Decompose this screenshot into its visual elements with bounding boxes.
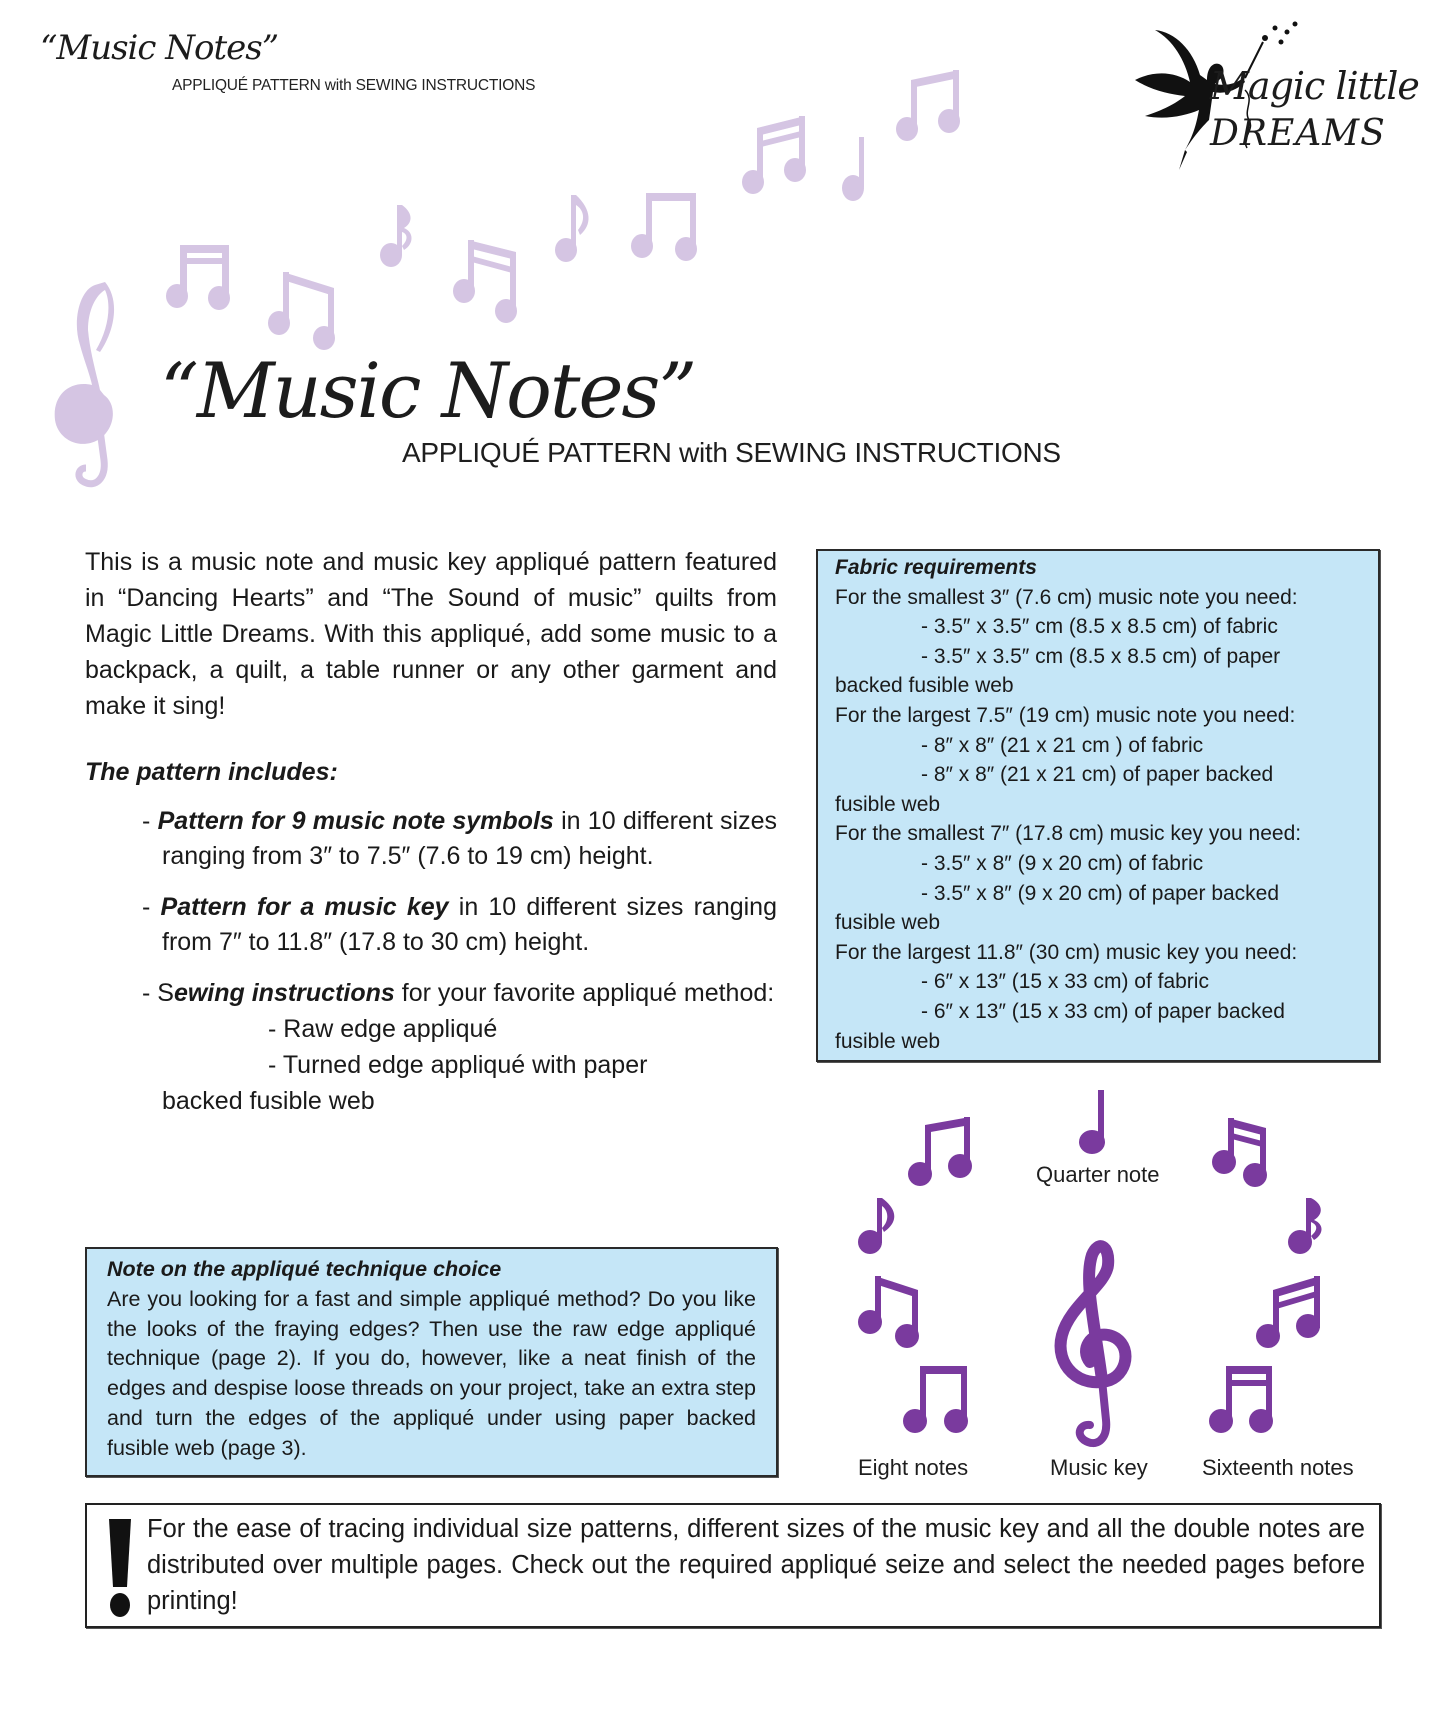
small-title: “Music Notes” [40,28,279,68]
fabric-line: - 6″ x 13″ (15 x 33 cm) of paper backed [921,999,1285,1023]
main-title: “Music Notes” [160,346,696,435]
sixteenth-notes-icon [166,245,230,310]
sixteenth-notes-icon [742,116,806,194]
eighth-notes-icon [631,193,697,261]
item-prefix: - [142,807,158,835]
label-eight-notes: Eight notes [858,1455,969,1480]
fabric-line: fusible web [835,911,941,935]
treble-clef-icon [55,282,114,484]
item-rest: for your favorite appliqué method: [394,979,775,1007]
small-subtitle: APPLIQUÉ PATTERN with SEWING INSTRUCTIONS [172,77,536,94]
warning-text: For the ease of tracing individual size patterns, different sizes of the music key and all the double notes are distributed over multiple pages. Check out the required appliqué seize and select the needed pages before printing! [147,1515,1365,1615]
label-quarter-note: Quarter note [1036,1162,1160,1187]
technique-note-box [85,1247,778,1477]
logo-text [1210,62,1445,158]
sixteenth-note-icon [380,205,412,267]
fabric-line: - 8″ x 8″ (21 x 21 cm ) of fabric [921,733,1204,757]
fabric-line: - 3.5″ x 3.5″ cm (8.5 x 8.5 cm) of fabric [921,615,1278,639]
sixteenth-notes-icon [1256,1276,1320,1348]
fabric-line: For the smallest 3″ (7.6 cm) music note you need: [835,585,1298,609]
intro-paragraph: This is a music note and music key appliqué pattern featured in “Dancing Hearts” and “The Sound of music” quilts from Magic Little Dreams. With this appliqué, add some music to a backpack, a quilt, a table runner or any other garment and make it sing! [85,548,777,720]
method-item: - Turned edge appliqué with paper [268,1051,648,1079]
fabric-line: backed fusible web [835,674,1014,698]
item-prefix: - [142,893,161,921]
fabric-line: - 3.5″ x 8″ (9 x 20 cm) of fabric [921,851,1204,875]
sixteenth-notes-icon [1212,1118,1267,1187]
logo-text-line2: DREAMS [1210,113,1386,154]
fabric-line: - 3.5″ x 3.5″ cm (8.5 x 8.5 cm) of paper [921,644,1281,668]
quarter-note-icon [1079,1090,1105,1154]
fabric-line: fusible web [835,1029,941,1053]
eighth-notes-icon [268,272,335,350]
eighth-notes-icon [858,1276,919,1348]
include-item [142,976,777,1011]
method-item: - Raw edge appliqué [268,1015,498,1043]
method-item-continued: backed fusible web [162,1087,375,1115]
sixteenth-notes-icon [1209,1366,1273,1433]
eighth-notes-icon [908,1117,972,1186]
note-body: Are you looking for a fast and simple appliqué method? Do you like the looks of the fraying edges? Then use the raw edge appliqué technique (page 2). If you do, however, like a neat finish of the edges and despise loose threads on your project, take an extra step and turn the edges of the appliqué under using paper backed fusible web (page 3). [107,1286,756,1460]
item-prefix: - S [142,979,174,1007]
item-bold: Pattern for 9 music note symbols [157,807,554,835]
fabric-line: For the largest 7.5″ (19 cm) music note you need: [835,703,1296,727]
exclamation-icon [107,1517,133,1619]
fabric-requirements-box [816,549,1380,1062]
item-bold: Pattern for a music key [160,893,449,921]
eighth-note-icon [555,195,589,262]
item-bold: ewing instructions [173,979,395,1007]
eighth-notes-icon [896,70,960,141]
printing-warning-box [85,1503,1381,1628]
fabric-line: - 8″ x 8″ (21 x 21 cm) of paper backed [921,763,1274,787]
sixteenth-notes-icon [453,240,517,323]
includes-heading: The pattern includes: [85,758,338,786]
fabric-line: - 6″ x 13″ (15 x 33 cm) of fabric [921,970,1209,994]
symbol-legend [840,1080,1380,1500]
quarter-note-icon [842,137,864,201]
fabric-lines [835,583,1368,1057]
note-heading: Note on the appliqué technique choice [107,1257,502,1281]
item-rest: in 10 different sizes ranging from 3″ to 7.5″ (7.6 to 19 cm) height. [162,807,777,870]
main-subtitle: APPLIQUÉ PATTERN with SEWING INSTRUCTIONS [402,437,1061,468]
eighth-notes-icon [903,1366,968,1433]
fabric-line: For the smallest 7″ (17.8 cm) music key you need: [835,822,1302,846]
sixteenth-note-icon [1288,1198,1322,1254]
eighth-note-icon [858,1198,894,1254]
label-music-key: Music key [1050,1455,1148,1480]
left-column [85,544,777,1119]
logo-text-line1: Magic little [1210,64,1419,108]
fabric-line: fusible web [835,792,941,816]
label-sixteenth-notes: Sixteenth notes [1202,1455,1354,1480]
fabric-line: - 3.5″ x 8″ (9 x 20 cm) of paper backed [921,881,1280,905]
include-item [142,804,777,874]
fabric-heading: Fabric requirements [835,556,1037,579]
music-key-icon [1061,1246,1126,1443]
fabric-line: For the largest 11.8″ (30 cm) music key you need: [835,940,1298,964]
item-rest: in 10 different sizes ranging from 7″ to 11.8″ (17.8 to 30 cm) height. [162,893,777,956]
include-item [142,890,777,960]
